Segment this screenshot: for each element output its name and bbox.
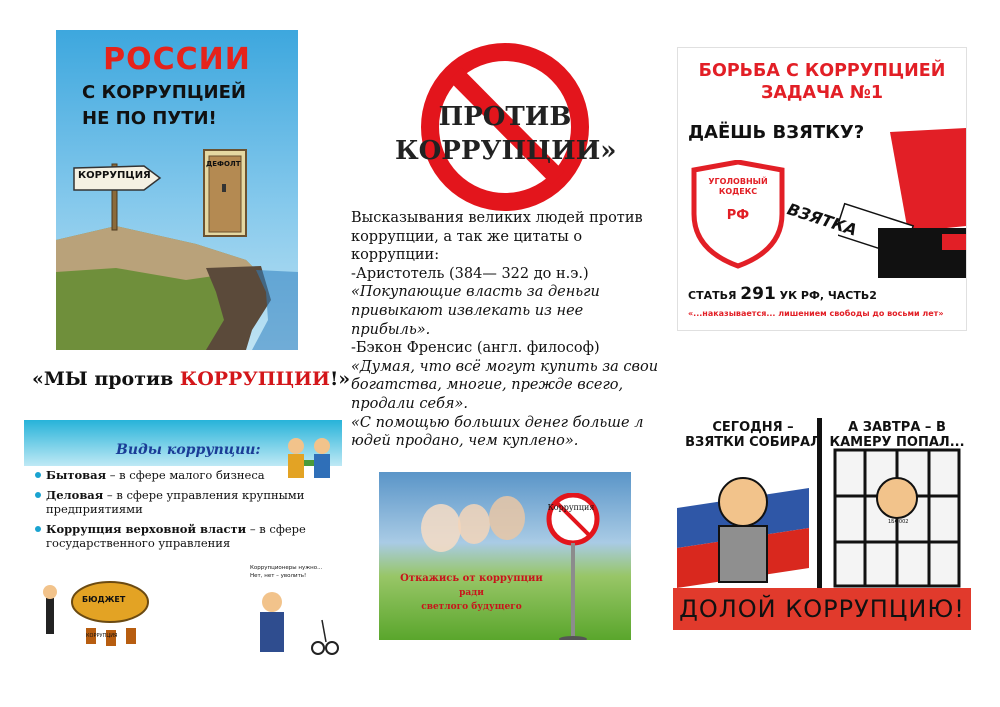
article-prefix: СТАТЬЯ xyxy=(688,289,741,302)
poster-russia-line2: С КОРРУПЦИЕЙ xyxy=(82,82,246,103)
door-label: ДЕФОЛТ xyxy=(206,160,241,168)
article-suffix: УК РФ, ЧАСТЬ2 xyxy=(775,289,877,302)
list-item xyxy=(34,522,324,550)
quotes-intro: Высказывания великих людей против коррупции, а так же цитаты о коррупции: xyxy=(351,210,643,264)
slogan-part2: КОРРУПЦИИ xyxy=(179,368,330,390)
shield-text-line1: УГОЛОВНЫЙ xyxy=(708,177,768,186)
poster-russia-line3: НЕ ПО ПУТИ! xyxy=(82,108,217,129)
poster-comic xyxy=(669,418,975,633)
speech-bubble-line1: Коррупционеры нужно... xyxy=(250,565,323,571)
stop-sign-line2: КОРРУПЦИИ» xyxy=(395,136,617,166)
official-handcuffs-icon xyxy=(256,590,342,660)
speech-bubble-line2: Нет, нет – уволить! xyxy=(250,573,307,579)
item-term: Деловая xyxy=(46,488,104,502)
slogan-part3: !» xyxy=(329,368,351,390)
comic-banner-text: ДОЛОЙ КОРРУПЦИЮ! xyxy=(679,595,965,623)
item-desc: – в сфере малого бизнеса xyxy=(106,468,265,482)
stop-sign-graphic xyxy=(395,42,615,212)
quotes-block xyxy=(351,209,661,451)
quote-author-2: -Бэкон Френсис (англ. философ) xyxy=(351,340,600,357)
corruption-label: КОРРУПЦИЯ xyxy=(86,633,118,639)
slogan xyxy=(32,368,350,390)
quote-author-1: -Аристотель (384— 322 до н.э.) xyxy=(351,265,589,282)
item-term: Бытовая xyxy=(46,468,107,482)
slogan-part1: «МЫ против xyxy=(32,368,180,390)
poster-types-title: Виды коррупции: xyxy=(116,442,261,458)
penalty-text: «...наказывается... лишением свободы до восьми лет» xyxy=(688,309,944,318)
poster-law xyxy=(677,47,967,331)
poster-russia-line1: РОССИИ xyxy=(103,42,251,77)
shield-text-line2: КОДЕКС xyxy=(718,187,758,196)
quote-3: «С помощью больших денег больше л юдей продано, чем куплено». xyxy=(351,414,644,450)
signpost-label: КОРРУПЦИЯ xyxy=(78,170,151,181)
article-number: 291 xyxy=(740,284,776,304)
poster-law-header-line1: БОРЬБА С КОРРУПЦИЕЙ xyxy=(698,61,946,81)
poster-law-question: ДАЁШЬ ВЗЯТКУ? xyxy=(688,122,865,143)
poster-law-header-line2: ЗАДАЧА №1 xyxy=(760,83,884,103)
speech-bubble xyxy=(250,564,322,580)
article-reference xyxy=(688,284,877,304)
poster-law-header xyxy=(678,60,966,104)
quote-2: «Думая, что всё могут купить за свои богатства, многие, прежде всего, продали себя». xyxy=(351,358,659,412)
item-desc: – в сфере государственного управления xyxy=(46,522,306,550)
shield-text xyxy=(698,177,778,197)
list-item xyxy=(34,468,324,482)
budget-barrel-icon xyxy=(42,578,162,654)
poster-future-line3: светлого будущего xyxy=(421,602,522,612)
budget-label: БЮДЖЕТ xyxy=(82,595,126,604)
family-faces-image xyxy=(419,478,529,558)
shield-text-rf: РФ xyxy=(726,208,750,223)
prisoner-tag: 1БФ002 xyxy=(888,519,909,525)
stop-sign-line1: ПРОТИВ xyxy=(438,102,572,132)
poster-future-line1: Откажись от коррупции xyxy=(400,573,543,584)
envelope-label: ВЗЯТКА xyxy=(784,199,860,240)
comic-left-caption: СЕГОДНЯ – ВЗЯТКИ СОБИРАЛ xyxy=(685,420,821,450)
item-term: Коррупция верховной власти xyxy=(46,522,247,536)
poster-types xyxy=(24,420,342,660)
poster-russia xyxy=(56,30,298,350)
list-item xyxy=(34,488,324,516)
quote-1: «Покупающие власть за деньги привыкают извлекать из нее прибыль». xyxy=(351,284,600,338)
cliff-illustration xyxy=(56,30,298,350)
hand-with-bribe-icon xyxy=(838,128,966,278)
prohibition-sign-label: Коррупция xyxy=(547,503,595,512)
item-desc: – в сфере управления крупными предприятиями xyxy=(46,488,305,516)
poster-future xyxy=(379,472,631,640)
prohibition-sign-icon xyxy=(543,493,607,640)
comic-right-caption: А ЗАВТРА – В КАМЕРУ ПОПАЛ... xyxy=(829,420,965,450)
poster-future-line2: ради xyxy=(459,588,484,598)
corruption-types-list xyxy=(34,468,324,556)
